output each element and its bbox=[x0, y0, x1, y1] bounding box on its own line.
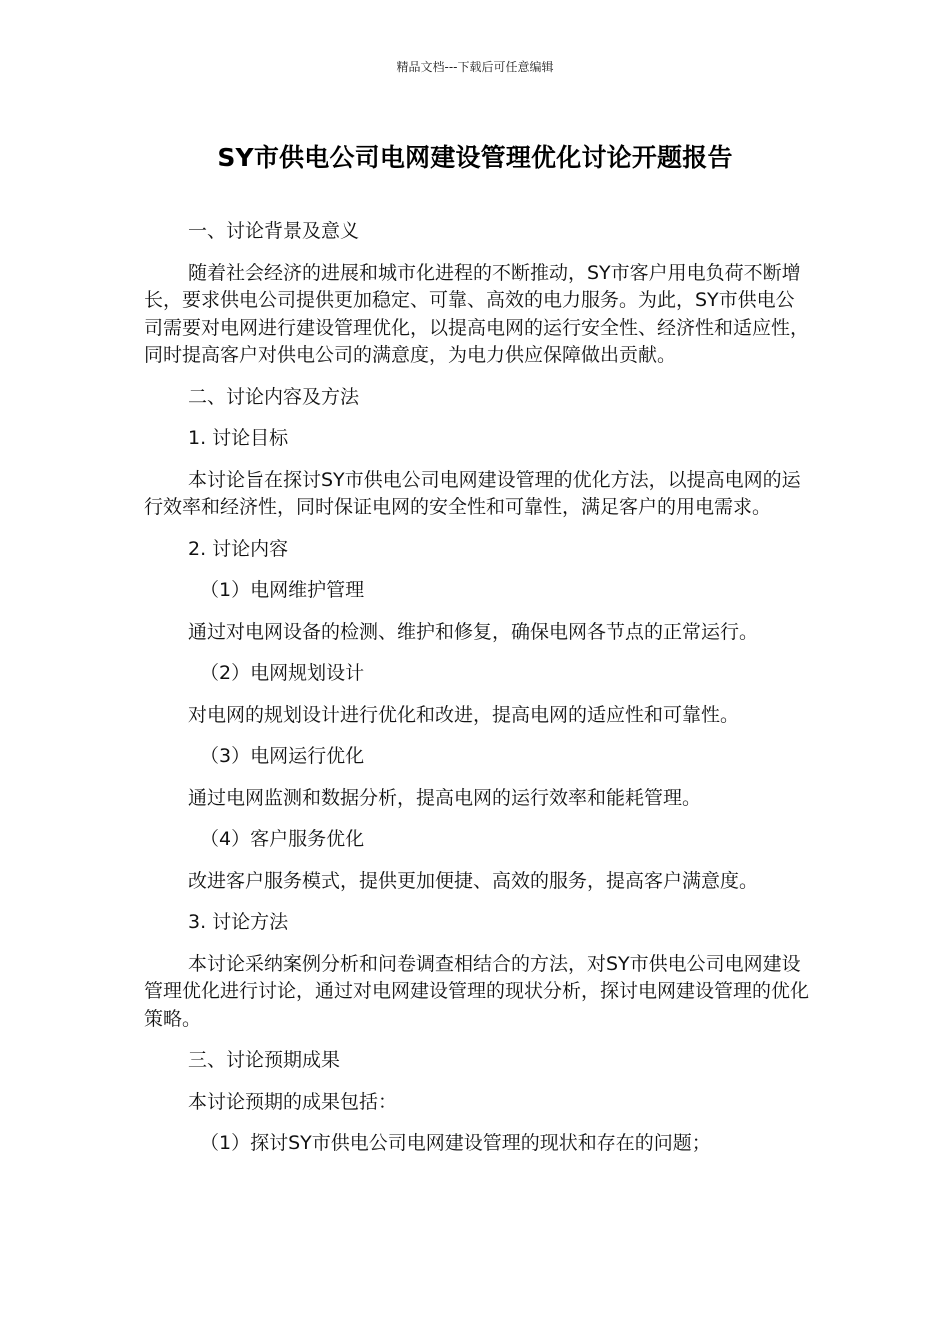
section-heading-2: 二、讨论内容及方法 bbox=[188, 385, 360, 408]
item-heading-3: （3）电网运行优化 bbox=[200, 745, 365, 767]
item-heading-2: （2）电网规划设计 bbox=[200, 662, 365, 684]
item-text-4: 改进客户服务模式，提供更加便捷、高效的服务，提高客户满意度。 bbox=[188, 869, 759, 892]
outcome-item-1: （1）探讨SY市供电公司电网建设管理的现状和存在的问题； bbox=[200, 1132, 711, 1154]
document-body bbox=[144, 218, 809, 1172]
subheading-content: 2. 讨论内容 bbox=[188, 537, 289, 560]
background-paragraph: 随着社会经济的进展和城市化进程的不断推动，SY市客户用电负荷不断增长，要求供电公司提供更加稳定、可靠、高效的电力服务。为此，SY市供电公司需要对电网进行建设管理优化，以提高电网的运行安全性、经济性和适应性，同时提高客户对供电公司的满意度，为电力供应保障做出贡献。 bbox=[144, 261, 810, 366]
item-text-3: 通过电网监测和数据分析，提高电网的运行效率和能耗管理。 bbox=[188, 786, 702, 809]
item-text-2: 对电网的规划设计进行优化和改进，提高电网的适应性和可靠性。 bbox=[188, 703, 740, 726]
page-header: 精品文档---下载后可任意编辑 bbox=[396, 60, 554, 74]
outcomes-intro: 本讨论预期的成果包括： bbox=[188, 1090, 398, 1113]
item-text-1: 通过对电网设备的检测、维护和修复，确保电网各节点的正常运行。 bbox=[188, 620, 759, 643]
section-heading-1: 一、讨论背景及意义 bbox=[188, 220, 360, 242]
section-heading-3: 三、讨论预期成果 bbox=[188, 1049, 341, 1071]
subheading-method: 3. 讨论方法 bbox=[188, 911, 289, 933]
item-heading-1: （1）电网维护管理 bbox=[200, 579, 365, 601]
item-heading-4: （4）客户服务优化 bbox=[200, 828, 365, 850]
document-title: SY市供电公司电网建设管理优化讨论开题报告 bbox=[217, 143, 733, 172]
goal-paragraph: 本讨论旨在探讨SY市供电公司电网建设管理的优化方法，以提高电网的运行效率和经济性，同时保证电网的安全性和可靠性，满足客户的用电需求。 bbox=[144, 468, 801, 518]
subheading-goal: 1. 讨论目标 bbox=[188, 427, 289, 449]
method-paragraph: 本讨论采纳案例分析和问卷调查相结合的方法，对SY市供电公司电网建设管理优化进行讨论，通过对电网建设管理的现状分析，探讨电网建设管理的优化策略。 bbox=[144, 952, 810, 1030]
